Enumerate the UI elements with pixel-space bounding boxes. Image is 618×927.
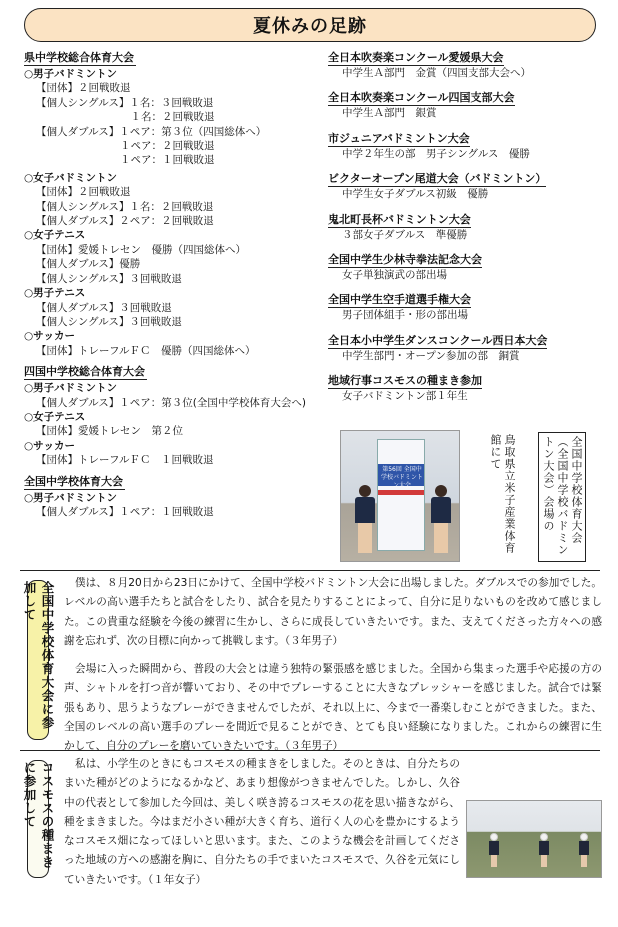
result-line: １ペア：２回戦敗退 [36,140,215,153]
title-banner [24,8,596,42]
result-line: 【個人シングルス】１名：３回戦敗退 [36,96,214,109]
sport-name: ○男子テニス [24,287,86,300]
event-result: 中学生女子ダブルス初級 優勝 [342,188,489,201]
section-divider [20,570,600,571]
event-block [328,171,598,201]
student-figure [539,833,549,867]
result-line: 【個人ダブルス】１ペア：第３位(全国中学校体育大会へ) [36,396,306,409]
student-figure [579,833,589,867]
result-line: 【個人ダブルス】１ペア：１回戦敗退 [36,505,214,518]
result-line: 【団体】トレーフルＦＣ １回戦敗退 [36,454,214,467]
section-title: 県中学校総合体育大会 [24,51,134,64]
sport-name: ○女子バドミントン [24,171,117,184]
event-block [328,90,598,120]
sport-name: ○サッカー [24,439,75,452]
event-title: 全国中学生少林寺拳法記念大会 [328,253,482,267]
page-title: 夏休みの足跡 [253,16,367,37]
event-title: 全日本吹奏楽コンクール四国支部大会 [328,91,515,105]
result-line: 【個人ダブルス】２ペア：２回戦敗退 [36,215,214,228]
event-title: 鬼北町長杯バドミントン大会 [328,212,471,226]
event-title: ビクターオープン尾道大会（バドミントン） [328,172,547,186]
essay-paragraph: 僕は、８月20日から23日にかけて、全国中学校バドミントン大会に出場しました。ダブルスでの参加でした。レベルの高い選手たちと試合をしたり、試合を見たりすることによって、自分に足りないものを改めて感じました。この貴重な経験を今後の練習に生かし、さらに成長していきたいです。また、支えてくださった方々への感謝を忘れず、次の目標に向かって挑戦します。（３年男子） [64,577,602,647]
sport-name: ○女子テニス [24,410,86,423]
event-block [328,333,598,363]
sport-name: ○男子バドミントン [24,382,117,395]
banner-text: 第56回 全国中学校バドミントン大会 [381,466,423,489]
event-title: 全日本吹奏楽コンクール愛媛県大会 [328,51,504,64]
result-line: 【団体】愛媛トレセン 第２位 [36,425,183,438]
event-block [328,252,598,282]
result-line: 【個人シングルス】３回戦敗退 [36,272,182,285]
event-title: 全国中学生空手道選手権大会 [328,293,471,307]
result-line: 【個人シングルス】１名：２回戦敗退 [36,200,214,213]
result-line: 【個人シングルス】３回戦敗退 [36,315,182,328]
event-block [328,373,598,403]
event-result: 女子バドミントン部１年生 [342,390,468,403]
cosmos-seeding-photo [466,800,602,878]
essay-text: 私は、小学生のときにもコスモスの種まきをしました。そのときは、自分たちのまいた種がどのようになるかなど、あまり想像がつきませんでした。しかし、久谷中の代表として参加した今回は、美しく咲き誇るコスモスの花を思い描きながら、種をまきました。今はまだ小さい種が大きく育ち、道行く人の心を豊かにするようなコスモス畑になってほしいと思います。また、このような機会を計画してくださった地域の方への感謝を胸に、自分たちの手でまいたコスモスで、久谷を元気にしていきたいです。（１年女子） [64,758,460,886]
photo-caption-boxed: 全国中学校体育大会（全国中学校バドミントン大会）会場の [538,432,586,562]
result-line: １名：２回戦敗退 [36,111,215,124]
results-left-column [24,50,324,519]
event-block [328,50,598,80]
essay-paragraph: 会場に入った瞬間から、普段の大会とは違う独特の緊張感を感じました。全国から集まった選手や応援の方の声、シャトルを打つ音が響いており、その中でプレーすることに大きなプレッシャーを感じました。試合では緊張もあり、思うようなプレーができませんでしたが、それ以上に、今まで一番楽しむことができました。また、全国のレベルの高い選手のプレーを間近で見ることができ、とても良い経験になりました。これからの練習に生かして、自分のプレーを磨いていきたいです。（３年男子） [64,663,602,753]
section-title: 四国中学校総合体育大会 [24,365,145,379]
section-title: 全国中学校体育大会 [24,474,123,488]
event-result: 中学生Ａ部門 金賞（四国支部大会へ） [342,67,531,79]
event-result: 中学生Ａ部門 銀賞 [342,107,437,120]
event-block [328,131,598,161]
sport-name: ○男子バドミントン [24,68,117,80]
event-title: 地域行事コスモスの種まき参加 [328,374,482,388]
student-figure [489,833,499,867]
results-right-column [328,50,598,414]
essay-label: コスモスの種まきに参加して [27,760,49,878]
badminton-players-photo [340,430,460,562]
event-result: 男子団体組手・形の部出場 [342,309,468,322]
event-block [328,212,598,242]
result-line: 【団体】２回戦敗退 [36,186,131,199]
result-line: １ペア：１回戦敗退 [36,154,215,167]
event-result: 女子単独演武の部出場 [342,269,447,282]
player-figure [431,485,451,555]
event-title: 全日本小中学生ダンスコンクール西日本大会 [328,333,548,347]
sport-name: ○サッカー [24,330,75,343]
essay-label: 全国中学校体育大会に参加して [27,580,49,740]
result-line: 【団体】愛媛トレセン 優勝（四国総体へ） [36,243,246,256]
sport-name: ○女子テニス [24,229,86,242]
event-block [328,292,598,322]
event-result: ３部女子ダブルス 準優勝 [342,228,468,241]
result-line: 【個人ダブルス】優勝 [36,258,141,271]
result-line: 【団体】２回戦敗退 [36,82,131,95]
result-line: 【個人ダブルス】３回戦敗退 [36,301,172,314]
event-result: 中学２年生の部 男子シングルス 優勝 [342,147,530,160]
player-figure [355,485,375,555]
photo-caption: 鳥取県立米子産業体育館にて [489,434,516,554]
sport-name: ○男子バドミントン [24,491,117,504]
result-line: 【個人ダブルス】１ペア：第３位（四国総体へ） [36,125,267,138]
event-title: 市ジュニアバドミントン大会 [328,131,470,145]
event-result: 中学生部門・オープン参加の部 銅賞 [342,349,520,362]
result-line: 【団体】トレーフルＦＣ 優勝（四国総体へ） [36,344,256,357]
tournament-banner [377,439,425,551]
